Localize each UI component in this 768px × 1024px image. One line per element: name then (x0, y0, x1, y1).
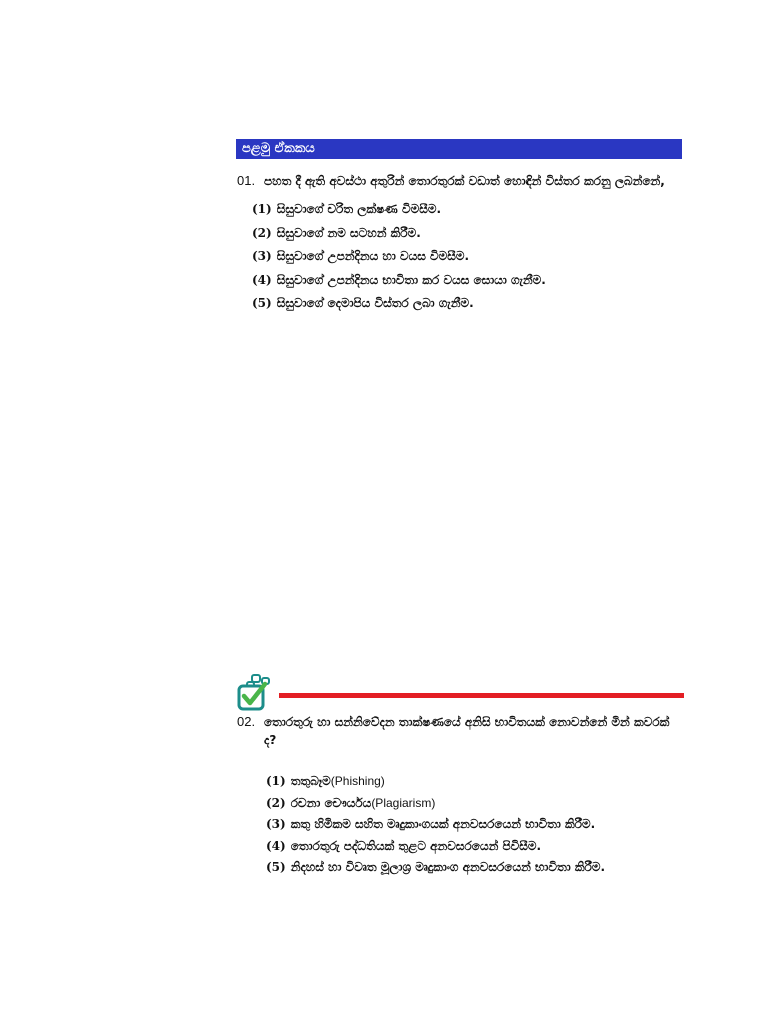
option-english-term: (Plagiarism) (371, 795, 436, 810)
option-number: (2) (266, 795, 286, 810)
answer-option-1[interactable] (266, 771, 677, 793)
option-text: සිසුවාගේ උපන්දිනය භාවිතා කර වයස සොයා ගැනීම. (276, 272, 546, 287)
option-number: (4) (252, 272, 272, 287)
option-text: සිසුවාගේ නම සටහන් කිරීම. (276, 225, 421, 240)
answer-options (252, 198, 677, 316)
answer-options (266, 771, 677, 879)
question-text: තොරතුරු හා සන්නිවේදන තාක්ෂණයේ අනිසි භාවිතයක් නොවන්නේ මින් කවරක් ද? (264, 715, 670, 747)
option-text: නිදහස් හා විවෘත මූලාශ්‍ර මෘදුකාංග අනවසරයෙන් භාවිතා කිරීම. (290, 860, 606, 874)
answer-option-3[interactable] (266, 814, 677, 836)
option-number: (5) (266, 860, 286, 874)
answer-option-1[interactable] (252, 198, 677, 222)
option-number: (1) (266, 774, 286, 788)
answer-option-4[interactable] (266, 836, 677, 858)
answer-option-5[interactable] (252, 292, 677, 316)
option-english-term: (Phishing) (330, 774, 385, 788)
option-text: සිසුවාගේ උපන්දිනය හා වයස විමසීම. (276, 249, 470, 263)
option-number: (1) (252, 202, 272, 216)
answer-option-2[interactable] (266, 793, 677, 815)
question-2 (237, 713, 677, 879)
answer-option-4[interactable] (252, 269, 677, 293)
option-number: (3) (266, 817, 286, 831)
option-text: තතුබෑම (290, 774, 331, 788)
section-header (236, 139, 682, 159)
option-text: කතු හිමිකම සහිත මෘදුකාංගයක් අනවසරයෙන් භාවිතා කිරීම. (290, 817, 596, 831)
question-number: 02. (237, 714, 256, 729)
option-number: (5) (252, 296, 272, 310)
section-title: පළමු ඒකකය (242, 141, 315, 156)
section-divider (279, 693, 684, 698)
option-number: (2) (252, 225, 272, 240)
question-text: පහත දී ඇති අවස්ථා අතුරින් තොරතුරක් වඩාත් හොඳින් විස්තර කරනු ලබන්නේ, (264, 174, 665, 188)
answer-option-2[interactable] (252, 222, 677, 246)
option-text: සිසුවාගේ චරිත ලක්ෂණ විමසීම. (276, 202, 442, 216)
option-number: (4) (266, 838, 286, 853)
question-1 (237, 172, 677, 316)
checkbox-tick-icon (235, 673, 277, 715)
option-text: රචනා චෞර්යය (290, 795, 372, 810)
answer-option-3[interactable] (252, 245, 677, 269)
option-text: තොරතුරු පද්ධතියක් තුළට අනවසරයෙන් පිවිසීම. (290, 838, 542, 853)
question-number: 01. (237, 173, 256, 188)
option-text: සිසුවාගේ දෙමාපිය විස්තර ලබා ගැනීම. (276, 296, 474, 310)
answer-option-5[interactable] (266, 857, 677, 879)
option-number: (3) (252, 249, 272, 263)
